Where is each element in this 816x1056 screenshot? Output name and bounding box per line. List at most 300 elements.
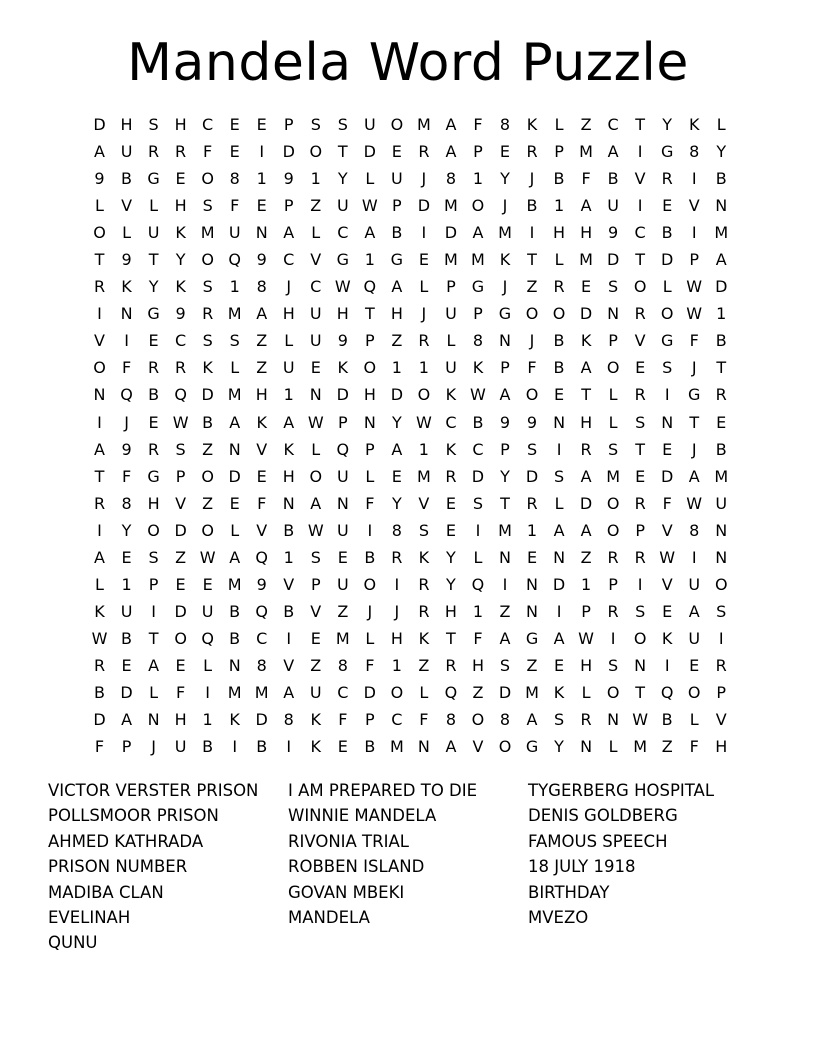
grid-cell[interactable]: V (634, 169, 646, 189)
grid-cell[interactable]: D (93, 710, 106, 730)
grid-cell[interactable]: E (553, 655, 565, 675)
grid-cell[interactable]: K (121, 277, 132, 297)
grid-cell[interactable]: T (581, 385, 591, 405)
grid-cell[interactable]: W (172, 412, 189, 432)
grid-cell[interactable]: R (418, 142, 430, 162)
grid-cell[interactable]: T (500, 493, 510, 513)
grid-cell[interactable]: U (228, 223, 241, 243)
grid-cell[interactable]: Z (256, 331, 268, 351)
grid-cell[interactable]: C (175, 331, 187, 351)
grid-cell[interactable]: P (148, 574, 159, 594)
grid-cell[interactable]: P (283, 115, 294, 135)
grid-cell[interactable]: V (283, 655, 295, 675)
grid-cell[interactable]: W (632, 710, 649, 730)
grid-cell[interactable]: B (256, 737, 268, 757)
grid-cell[interactable]: A (364, 223, 376, 243)
grid-cell[interactable]: 1 (364, 250, 375, 270)
grid-cell[interactable]: D (174, 601, 187, 621)
grid-cell[interactable]: D (201, 385, 214, 405)
grid-cell[interactable]: R (148, 358, 160, 378)
grid-cell[interactable]: W (659, 547, 676, 567)
grid-cell[interactable]: R (148, 142, 160, 162)
grid-cell[interactable]: 8 (256, 277, 267, 297)
grid-cell[interactable]: I (691, 223, 697, 243)
grid-cell[interactable]: Z (310, 196, 322, 216)
grid-cell[interactable]: Y (716, 142, 727, 162)
grid-cell[interactable]: 1 (391, 358, 402, 378)
grid-cell[interactable]: O (93, 358, 106, 378)
grid-cell[interactable]: 1 (526, 520, 538, 540)
grid-cell[interactable]: 8 (391, 520, 402, 540)
grid-cell[interactable]: S (499, 655, 511, 675)
grid-cell[interactable]: U (363, 115, 376, 135)
grid-cell[interactable]: G (660, 331, 674, 351)
grid-cell[interactable]: 1 (716, 304, 727, 324)
grid-cell[interactable]: P (283, 196, 294, 216)
grid-cell[interactable]: R (526, 142, 538, 162)
grid-cell[interactable]: M (227, 385, 242, 405)
grid-cell[interactable]: G (688, 385, 701, 405)
grid-cell[interactable]: O (363, 574, 377, 594)
grid-cell[interactable]: E (256, 115, 267, 135)
grid-cell[interactable]: Q (660, 683, 674, 702)
grid-cell[interactable]: W (415, 412, 432, 432)
grid-cell[interactable]: C (256, 628, 268, 648)
grid-cell[interactable]: J (421, 304, 427, 324)
grid-cell[interactable]: B (283, 601, 295, 621)
grid-cell[interactable]: K (94, 601, 105, 621)
grid-cell[interactable]: A (580, 358, 592, 378)
grid-cell[interactable]: C (391, 710, 403, 730)
grid-cell[interactable]: T (148, 250, 159, 270)
grid-cell[interactable]: 1 (229, 277, 240, 297)
grid-cell[interactable]: U (201, 601, 214, 621)
grid-cell[interactable]: I (664, 655, 670, 675)
grid-cell[interactable]: U (715, 493, 728, 513)
grid-cell[interactable]: D (579, 493, 593, 513)
grid-cell[interactable]: K (445, 439, 457, 459)
grid-cell[interactable]: R (607, 547, 619, 567)
grid-cell[interactable]: O (201, 250, 214, 270)
grid-cell[interactable]: Q (471, 574, 485, 594)
grid-cell[interactable]: T (635, 250, 646, 270)
grid-cell[interactable]: G (390, 250, 404, 270)
grid-cell[interactable]: A (229, 547, 241, 567)
grid-cell[interactable]: L (95, 574, 104, 594)
grid-cell[interactable]: U (688, 628, 701, 648)
grid-cell[interactable]: U (309, 683, 322, 702)
grid-cell[interactable]: E (148, 331, 159, 351)
grid-cell[interactable]: I (97, 304, 102, 324)
grid-cell[interactable]: L (446, 331, 456, 351)
grid-cell[interactable]: H (147, 493, 160, 513)
grid-cell[interactable]: 8 (121, 493, 132, 513)
grid-cell[interactable]: J (394, 601, 400, 621)
grid-cell[interactable]: R (715, 655, 727, 675)
grid-cell[interactable]: T (94, 250, 105, 270)
grid-cell[interactable]: O (687, 683, 701, 702)
grid-cell[interactable]: A (229, 412, 241, 432)
grid-cell[interactable]: Z (310, 655, 322, 675)
grid-cell[interactable]: P (310, 574, 321, 594)
grid-cell[interactable]: Z (661, 737, 673, 757)
grid-cell[interactable]: S (202, 331, 213, 351)
grid-cell[interactable]: L (230, 520, 240, 540)
grid-cell[interactable]: 1 (472, 169, 484, 189)
grid-cell[interactable]: M (444, 250, 458, 270)
grid-cell[interactable]: M (714, 223, 729, 243)
grid-cell[interactable]: E (553, 385, 565, 405)
grid-cell[interactable]: I (718, 628, 724, 648)
grid-cell[interactable]: H (174, 710, 187, 730)
grid-cell[interactable]: A (499, 385, 511, 405)
grid-cell[interactable]: I (610, 628, 616, 648)
grid-cell[interactable]: 1 (283, 547, 294, 567)
grid-cell[interactable]: R (148, 439, 160, 459)
grid-cell[interactable]: I (556, 601, 562, 621)
grid-cell[interactable]: D (120, 683, 133, 702)
grid-cell[interactable]: 8 (337, 655, 348, 675)
grid-cell[interactable]: Z (337, 601, 349, 621)
grid-cell[interactable]: P (689, 250, 700, 270)
grid-cell[interactable]: H (282, 304, 295, 324)
grid-cell[interactable]: V (418, 493, 430, 513)
grid-cell[interactable]: I (367, 520, 373, 540)
grid-cell[interactable]: L (716, 115, 726, 135)
grid-cell[interactable]: 9 (256, 574, 267, 594)
grid-cell[interactable]: B (715, 331, 727, 351)
grid-cell[interactable]: M (389, 737, 404, 757)
grid-cell[interactable]: P (473, 304, 483, 324)
grid-cell[interactable]: B (283, 520, 295, 540)
grid-cell[interactable]: C (445, 412, 457, 432)
grid-cell[interactable]: 8 (689, 520, 700, 540)
grid-cell[interactable]: D (93, 115, 106, 135)
grid-cell[interactable]: L (608, 737, 618, 757)
grid-cell[interactable]: O (633, 628, 647, 648)
grid-cell[interactable]: F (94, 737, 105, 757)
grid-cell[interactable]: D (579, 304, 593, 324)
grid-cell[interactable]: S (635, 601, 646, 621)
grid-cell[interactable]: U (445, 358, 457, 378)
grid-cell[interactable]: F (176, 683, 186, 702)
grid-cell[interactable]: D (363, 683, 376, 702)
grid-cell[interactable]: H (120, 115, 133, 135)
grid-cell[interactable]: P (121, 737, 132, 757)
grid-cell[interactable]: N (363, 412, 376, 432)
grid-cell[interactable]: B (553, 169, 565, 189)
grid-cell[interactable]: R (553, 277, 565, 297)
grid-cell[interactable]: W (334, 277, 351, 297)
grid-cell[interactable]: 1 (310, 169, 321, 189)
grid-cell[interactable]: O (606, 493, 620, 513)
grid-cell[interactable]: W (578, 628, 594, 648)
grid-cell[interactable]: O (363, 358, 377, 378)
grid-cell[interactable]: W (307, 520, 324, 540)
grid-cell[interactable]: Y (500, 466, 510, 486)
grid-cell[interactable]: F (419, 710, 429, 730)
grid-cell[interactable]: L (419, 277, 429, 297)
grid-cell[interactable]: U (309, 304, 322, 324)
grid-cell[interactable]: G (471, 277, 485, 297)
grid-cell[interactable]: S (472, 493, 484, 513)
grid-cell[interactable]: T (716, 358, 727, 378)
grid-cell[interactable]: A (94, 547, 105, 567)
grid-cell[interactable]: V (94, 331, 105, 351)
grid-cell[interactable]: N (228, 655, 241, 675)
grid-cell[interactable]: F (230, 196, 240, 216)
grid-cell[interactable]: E (229, 142, 240, 162)
grid-cell[interactable]: V (121, 196, 133, 216)
grid-cell[interactable]: K (310, 737, 322, 757)
grid-cell[interactable]: M (633, 737, 648, 757)
grid-cell[interactable]: P (473, 142, 483, 162)
grid-cell[interactable]: A (148, 655, 160, 675)
grid-cell[interactable]: T (337, 142, 348, 162)
grid-cell[interactable]: B (121, 169, 133, 189)
grid-cell[interactable]: D (661, 250, 674, 270)
grid-cell[interactable]: F (689, 331, 699, 351)
grid-cell[interactable]: R (418, 601, 430, 621)
grid-cell[interactable]: Y (662, 115, 673, 135)
grid-cell[interactable]: Y (446, 574, 456, 594)
grid-cell[interactable]: 1 (202, 710, 213, 730)
grid-cell[interactable]: E (526, 547, 538, 567)
grid-cell[interactable]: L (95, 196, 104, 216)
grid-cell[interactable]: K (256, 412, 267, 432)
grid-cell[interactable]: E (445, 520, 456, 540)
grid-cell[interactable]: I (691, 547, 697, 567)
grid-cell[interactable]: A (283, 683, 295, 702)
grid-cell[interactable]: H (174, 196, 187, 216)
grid-cell[interactable]: F (473, 628, 483, 648)
grid-cell[interactable]: U (336, 520, 349, 540)
grid-cell[interactable]: O (525, 385, 539, 405)
grid-cell[interactable]: R (93, 655, 106, 675)
grid-cell[interactable]: O (390, 115, 404, 135)
grid-cell[interactable]: H (580, 412, 593, 432)
grid-cell[interactable]: I (637, 142, 643, 162)
grid-cell[interactable]: Z (499, 601, 511, 621)
grid-cell[interactable]: T (635, 439, 646, 459)
grid-cell[interactable]: E (635, 466, 646, 486)
grid-cell[interactable]: E (418, 250, 429, 270)
grid-cell[interactable]: D (417, 196, 431, 216)
grid-cell[interactable]: T (94, 466, 105, 486)
grid-cell[interactable]: T (446, 628, 456, 648)
grid-cell[interactable]: I (124, 331, 129, 351)
grid-cell[interactable]: I (205, 683, 210, 702)
grid-cell[interactable]: R (634, 385, 646, 405)
grid-cell[interactable]: Z (175, 547, 187, 567)
grid-cell[interactable]: P (337, 412, 348, 432)
grid-cell[interactable]: E (310, 628, 321, 648)
grid-cell[interactable]: 1 (553, 196, 565, 216)
grid-cell[interactable]: J (529, 331, 535, 351)
grid-cell[interactable]: Q (255, 547, 268, 567)
grid-cell[interactable]: E (499, 142, 511, 162)
grid-cell[interactable]: H (444, 601, 457, 621)
grid-cell[interactable]: C (337, 223, 349, 243)
grid-cell[interactable]: U (336, 196, 349, 216)
grid-cell[interactable]: N (553, 412, 566, 432)
grid-cell[interactable]: G (660, 142, 674, 162)
grid-cell[interactable]: J (124, 412, 129, 432)
grid-cell[interactable]: D (471, 466, 485, 486)
grid-cell[interactable]: R (93, 277, 106, 297)
grid-cell[interactable]: M (227, 683, 242, 702)
grid-cell[interactable]: G (525, 628, 539, 648)
grid-cell[interactable]: N (526, 601, 538, 621)
grid-cell[interactable]: S (608, 655, 619, 675)
grid-cell[interactable]: E (581, 277, 592, 297)
grid-cell[interactable]: Y (175, 250, 186, 270)
grid-cell[interactable]: D (552, 574, 566, 594)
grid-cell[interactable]: 8 (256, 655, 267, 675)
grid-cell[interactable]: K (283, 439, 294, 459)
grid-cell[interactable]: P (392, 196, 402, 216)
grid-cell[interactable]: R (526, 493, 538, 513)
grid-cell[interactable]: B (121, 628, 133, 648)
grid-cell[interactable]: A (607, 142, 619, 162)
grid-cell[interactable]: S (526, 439, 538, 459)
grid-cell[interactable]: O (471, 196, 485, 216)
grid-cell[interactable]: 9 (121, 439, 132, 459)
grid-cell[interactable]: M (498, 223, 512, 243)
grid-cell[interactable]: Z (526, 277, 538, 297)
grid-cell[interactable]: L (554, 250, 564, 270)
grid-cell[interactable]: 9 (175, 304, 186, 324)
grid-cell[interactable]: C (607, 115, 619, 135)
grid-cell[interactable]: A (472, 223, 484, 243)
grid-cell[interactable]: O (552, 304, 566, 324)
grid-cell[interactable]: 1 (256, 169, 267, 189)
grid-cell[interactable]: S (175, 439, 186, 459)
grid-cell[interactable]: K (661, 628, 673, 648)
grid-cell[interactable]: E (148, 412, 159, 432)
grid-cell[interactable]: W (686, 304, 703, 324)
grid-cell[interactable]: B (472, 412, 484, 432)
grid-cell[interactable]: W (686, 277, 703, 297)
grid-cell[interactable]: Y (148, 277, 159, 297)
grid-cell[interactable]: H (390, 304, 403, 324)
grid-cell[interactable]: 1 (580, 574, 592, 594)
grid-cell[interactable]: I (232, 737, 238, 757)
grid-cell[interactable]: V (310, 601, 322, 621)
grid-cell[interactable]: M (254, 683, 269, 702)
grid-cell[interactable]: M (471, 250, 485, 270)
grid-cell[interactable]: E (662, 601, 673, 621)
grid-cell[interactable]: B (526, 196, 538, 216)
grid-cell[interactable]: T (689, 412, 700, 432)
grid-cell[interactable]: M (579, 250, 593, 270)
grid-cell[interactable]: A (283, 223, 295, 243)
grid-cell[interactable]: R (661, 169, 673, 189)
grid-cell[interactable]: L (149, 683, 159, 702)
grid-cell[interactable]: W (199, 547, 216, 567)
grid-cell[interactable]: J (367, 601, 373, 621)
grid-cell[interactable]: O (309, 466, 323, 486)
grid-cell[interactable]: I (97, 520, 102, 540)
grid-cell[interactable]: F (121, 358, 132, 378)
grid-cell[interactable]: J (502, 196, 508, 216)
grid-cell[interactable]: G (336, 250, 349, 270)
grid-cell[interactable]: J (691, 439, 697, 459)
grid-cell[interactable]: 9 (608, 223, 619, 243)
grid-cell[interactable]: S (229, 331, 240, 351)
grid-cell[interactable]: D (363, 142, 376, 162)
grid-cell[interactable]: L (203, 655, 213, 675)
grid-cell[interactable]: W (361, 196, 378, 216)
grid-cell[interactable]: B (715, 169, 727, 189)
grid-cell[interactable]: V (256, 439, 268, 459)
grid-cell[interactable]: N (255, 223, 268, 243)
grid-cell[interactable]: V (715, 710, 727, 730)
grid-cell[interactable]: T (635, 683, 646, 702)
grid-cell[interactable]: R (445, 466, 457, 486)
grid-cell[interactable]: A (445, 115, 457, 135)
grid-cell[interactable]: A (499, 628, 511, 648)
grid-cell[interactable]: N (282, 493, 295, 513)
grid-cell[interactable]: S (553, 710, 565, 730)
grid-cell[interactable]: O (525, 304, 539, 324)
grid-cell[interactable]: E (391, 466, 402, 486)
grid-cell[interactable]: Y (500, 169, 510, 189)
grid-cell[interactable]: E (256, 466, 267, 486)
grid-cell[interactable]: R (391, 547, 403, 567)
grid-cell[interactable]: O (606, 520, 620, 540)
grid-cell[interactable]: U (147, 223, 160, 243)
grid-cell[interactable]: O (174, 628, 187, 648)
grid-cell[interactable]: M (579, 142, 593, 162)
grid-cell[interactable]: C (634, 223, 646, 243)
grid-cell[interactable]: A (391, 277, 403, 297)
grid-cell[interactable]: A (553, 628, 565, 648)
grid-cell[interactable]: N (526, 574, 538, 594)
grid-cell[interactable]: U (174, 737, 187, 757)
grid-cell[interactable]: E (175, 169, 186, 189)
grid-cell[interactable]: E (121, 655, 132, 675)
grid-cell[interactable]: O (606, 683, 620, 702)
grid-cell[interactable]: Z (580, 547, 592, 567)
grid-cell[interactable]: 1 (418, 358, 429, 378)
grid-cell[interactable]: B (364, 547, 376, 567)
grid-cell[interactable]: 1 (418, 439, 429, 459)
grid-cell[interactable]: B (148, 385, 160, 405)
grid-cell[interactable]: C (310, 277, 322, 297)
grid-cell[interactable]: 9 (283, 169, 294, 189)
grid-cell[interactable]: C (472, 439, 484, 459)
grid-cell[interactable]: Q (444, 683, 458, 702)
grid-cell[interactable]: D (336, 385, 349, 405)
grid-cell[interactable]: M (227, 574, 242, 594)
grid-cell[interactable]: Y (337, 169, 348, 189)
grid-cell[interactable]: D (444, 223, 458, 243)
grid-cell[interactable]: 8 (283, 710, 294, 730)
grid-cell[interactable]: U (607, 196, 619, 216)
grid-cell[interactable]: R (202, 304, 214, 324)
grid-cell[interactable]: E (175, 655, 186, 675)
grid-cell[interactable]: M (416, 466, 431, 486)
grid-cell[interactable]: 8 (229, 169, 240, 189)
grid-cell[interactable]: L (662, 277, 672, 297)
grid-cell[interactable]: O (201, 169, 214, 189)
grid-cell[interactable]: M (227, 304, 242, 324)
grid-cell[interactable]: E (445, 493, 456, 513)
grid-cell[interactable]: B (391, 223, 403, 243)
grid-cell[interactable]: K (310, 710, 322, 730)
grid-cell[interactable]: E (662, 439, 673, 459)
